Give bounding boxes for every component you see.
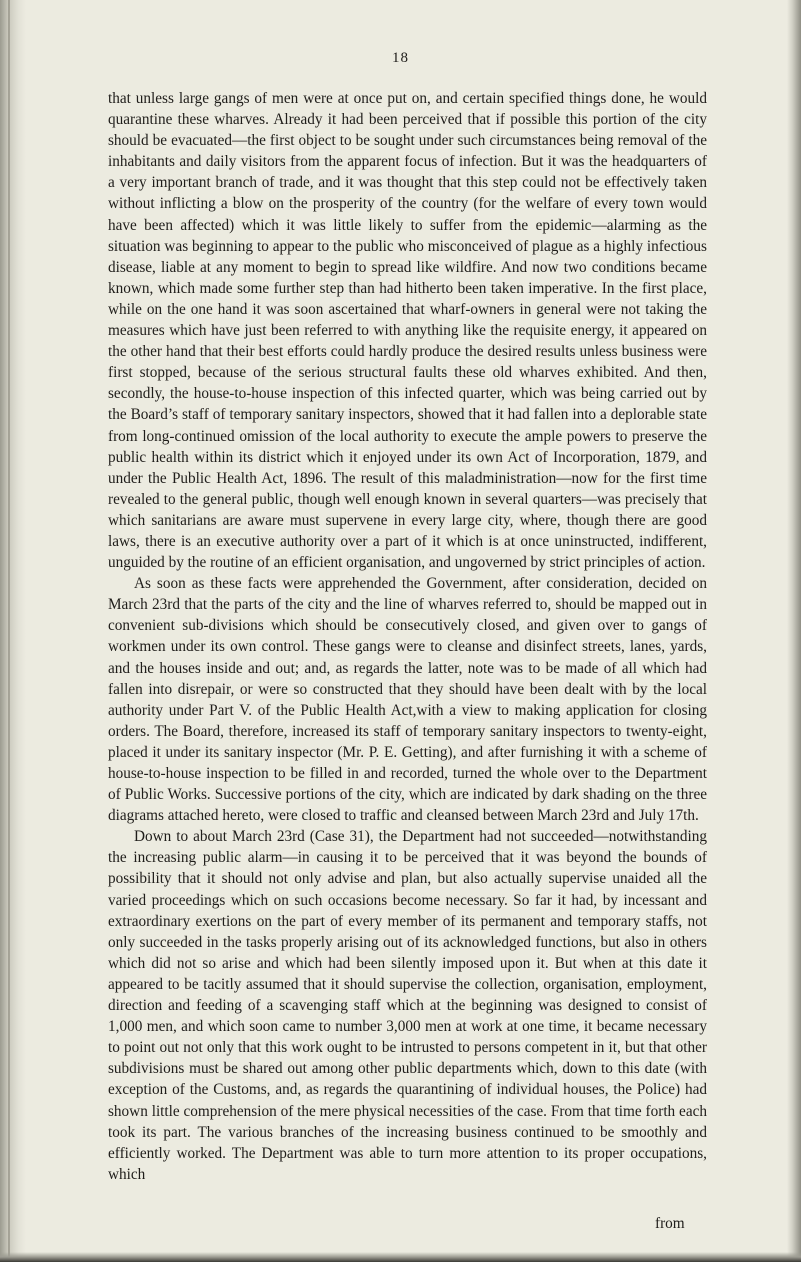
paragraph: that unless large gangs of men were at once put on, and certain specified things done, he would quarantine these wharves. Already it had been perceived that if possible this portion of the city should be evacuated—the first object to be sought under such circumstances being removal of the inhabitants and daily visitors from the apparent focus of infection. But it was the headquarters of a very important branch of trade, and it was thought that this step could not be effectively taken without inflicting a blow on the prosperity of the country (for the welfare of every town would have been affected) which it was little likely to suffer from the epidemic—alarming as the situation was beginning to appear to the public who misconceived of plague as a highly infectious disease, liable at any moment to begin to spread like wildfire. And now two conditions became known, which made some further step than had hitherto been taken imperative. In the first place, while on the one hand it was soon ascertained that wharf-owners in general were not taking the measures which have just been referred to with anything like the requisite energy, it appeared on the other hand that their best efforts could hardly produce the desired results unless business were first stopped, because of the serious structural faults these old wharves exhibited. And then, secondly, the house-to-house inspection of this infected quarter, which was being carried out by the Board’s staff of temporary sanitary inspectors, showed that it had fallen into a deplorable state from long-continued omission of the local authority to execute the ample powers to preserve the public health within its district which it enjoyed under its own Act of Incorporation, 1879, and under the Public Health Act, 1896. The result of this maladministration—now for the first time revealed to the general public, though well enough known in several quarters—was precisely that which sanitarians are aware must supervene in every large city, where, though there are good laws, there is an executive authority over a part of it which is at once uninstructed, indifferent, unguided by the routine of an efficient organisation, and ungoverned by strict principles of action. [108,90,707,572]
body-text [108,88,707,1185]
page-number: 18 [392,50,409,66]
paragraph: As soon as these facts were apprehended the Government, after consideration, decided on March 23rd that the parts of the city and the line of wharves referred to, should be mapped out in convenient sub-divisions which should be consecutively closed, and given over to gangs of workmen under its own control. These gangs were to cleanse and disinfect streets, lanes, yards, and the houses inside and out; and, as regards the latter, note was to be made of all which had fallen into disrepair, or were so constructed that they should have been dealt with by the local authority under Part V. of the Public Health Act,with a view to making application for closing orders. The Board, therefore, increased its staff of temporary sanitary inspectors to twenty-eight, placed it under its sanitary inspector (Mr. P. E. Getting), and after furnishing it with a scheme of house-to-house inspection to be filled in and recorded, turned the whole over to the Department of Public Works. Successive portions of the city, which are indicated by dark shading on the three diagrams attached hereto, were closed to traffic and cleansed between March 23rd and July 17th. [108,575,707,825]
page-bottom-shadow [0,1252,801,1262]
catchword: from [655,1215,685,1232]
page-right-edge [787,0,801,1262]
paragraph: Down to about March 23rd (Case 31), the Department had not succeeded—notwithstanding the increasing public alarm—in causing it to be perceived that it was beyond the bounds of possibility that it should not only advise and plan, but also actually supervise unaided all the varied proceedings which on such occasions become necessary. So far it had, by incessant and extraordinary exertions on the part of every member of its permanent and temporary staffs, not only succeeded in the tasks properly arising out of its acknowledged functions, but also in others which did not so arise and which had been silently imposed upon it. But when at this date it appeared to be tacitly assumed that it should supervise the collection, organisation, employment, direction and feeding of a scavenging staff which at the beginning was designed to consist of 1,000 men, and which soon came to number 3,000 men at work at one time, it became necessary to point out not only that this work ought to be intrusted to persons competent in it, but that other subdivisions must be shared out among other public departments which, down to this date (with exception of the Customs, and, as regards the quarantining of individual houses, the Police) had shown little comprehension of the mere physical necessities of the case. From that time forth each took its part. The various branches of the increasing business continued to be smoothly and efficiently worked. The Department was able to turn more attention to its proper occupations, which [108,828,707,1183]
page-binding-edge [0,0,26,1262]
